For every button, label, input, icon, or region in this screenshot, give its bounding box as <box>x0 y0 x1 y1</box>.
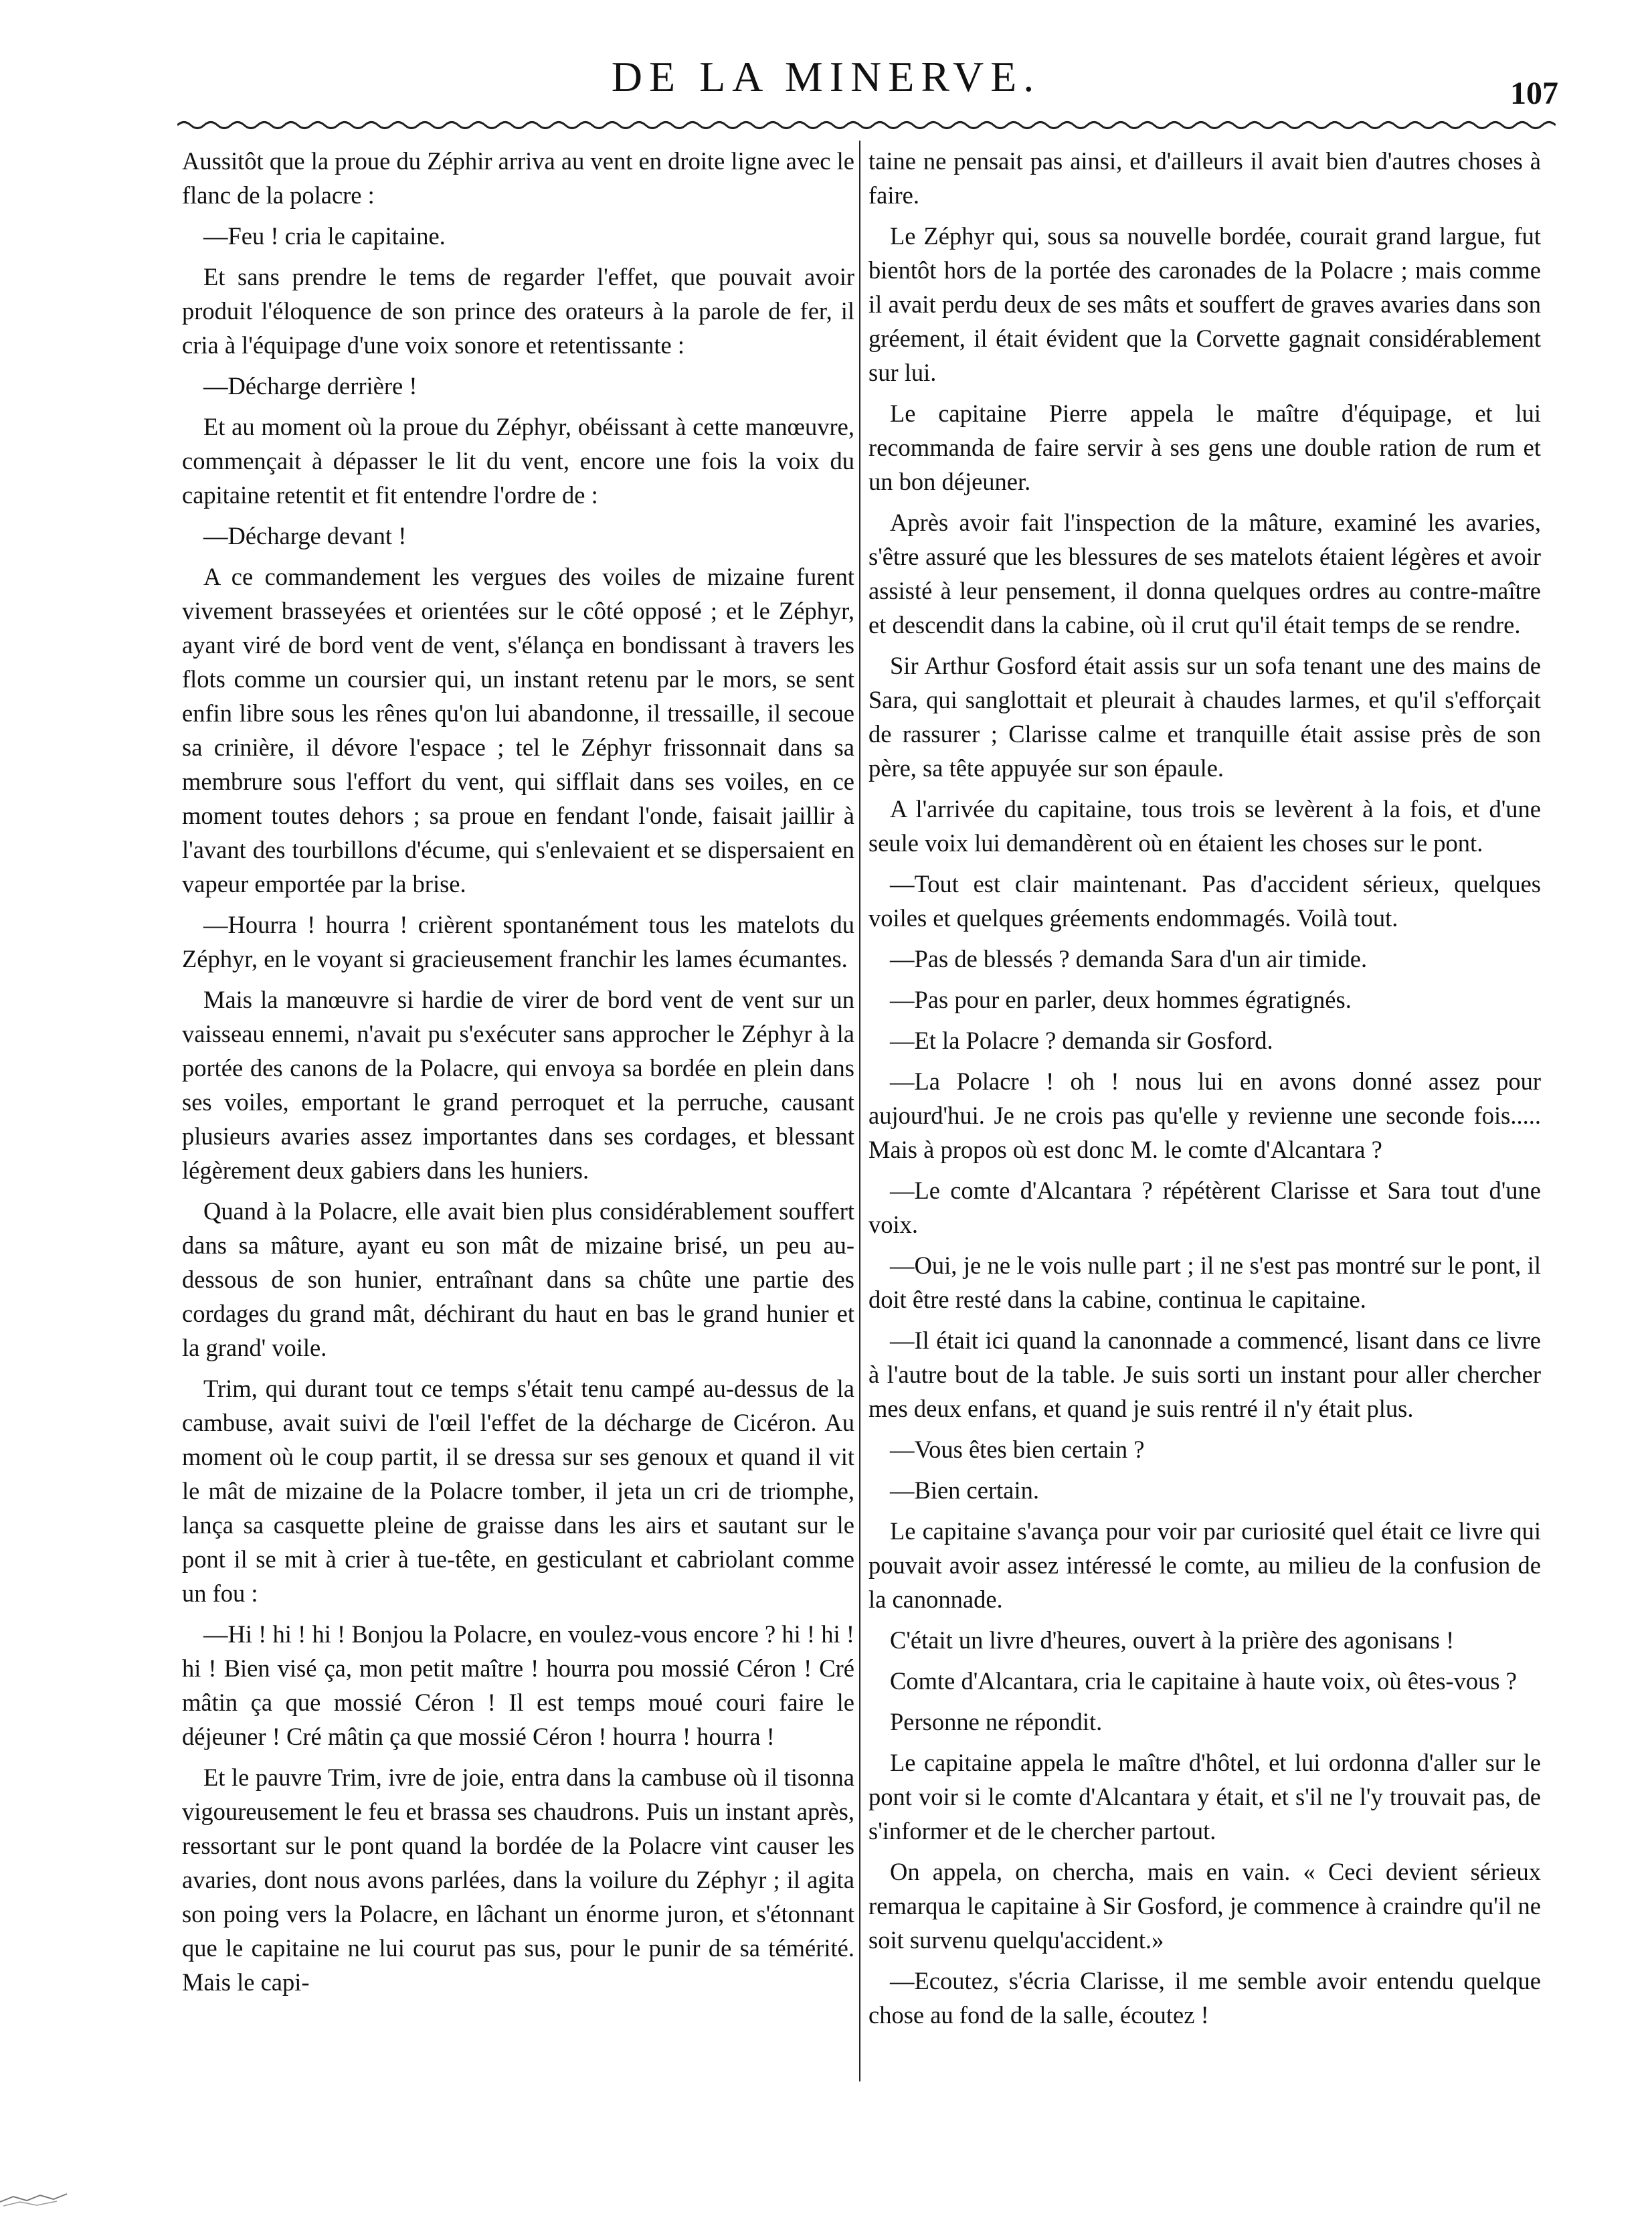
paragraph: taine ne pensait pas ainsi, et d'ailleurs il avait bien d'autres choses à faire. <box>868 147 1541 209</box>
paragraph: Aussitôt que la proue du Zéphir arriva au vent en droite ligne avec le flanc de la polacre : <box>182 147 854 209</box>
paragraph: Personne ne répondit. <box>890 1708 1103 1735</box>
paragraph: Quand à la Polacre, elle avait bien plus considérablement souffert dans sa mâture, ayant eu son mât de mizaine brisé, un peu au-dessous de son hunier, entraînant dans sa chûte une partie des cordages du grand mât, déchirant du haut en bas le grand hunier et la grand' voile. <box>182 1197 854 1361</box>
paragraph: —Pas de blessés ? demanda Sara d'un air timide. <box>890 945 1368 972</box>
paragraph: —Hourra ! hourra ! crièrent spontanément tous les matelots du Zéphyr, en le voyant si gracieusement franchir les lames écumantes. <box>182 911 854 972</box>
left-text-column <box>182 144 854 2006</box>
paragraph: —Bien certain. <box>890 1476 1039 1504</box>
paragraph: Et sans prendre le tems de regarder l'effet, que pouvait avoir produit l'éloquence de son prince des orateurs à la parole de fer, il cria à l'équipage d'une voix sonore et retentissante : <box>182 263 854 359</box>
paragraph: Mais la manœuvre si hardie de virer de bord vent de vent sur un vaisseau ennemi, n'avait pu s'exécuter sans approcher le Zéphyr à la portée des canons de la Polacre, qui envoya sa bordée en plein dans ses voiles, emportant le grand perroquet et la perruche, causant plusieurs avaries assez importantes dans ses cordages, et blessant légèrement deux gabiers dans les huniers. <box>182 986 854 1184</box>
paragraph: Après avoir fait l'inspection de la mâture, examiné les avaries, s'être assuré que les blessures de ses matelots étaient légères et avoir assisté à leur pensement, il donna quelques ordres au contre-maître et descendit dans la cabine, où il crut qu'il était temps de se rendre. <box>868 509 1541 638</box>
running-header-title: DE LA MINERVE. <box>611 53 1041 100</box>
paragraph: Le Zéphyr qui, sous sa nouvelle bordée, courait grand largue, fut bientôt hors de la portée des caronades de la Polacre ; mais comme il avait perdu deux de ses mâts et souffert de graves avaries dans son gréement, il était évident que la Corvette gagnait considérablement sur lui. <box>868 222 1541 386</box>
right-text-column <box>868 144 1541 2039</box>
paragraph: —Tout est clair maintenant. Pas d'accident sérieux, quelques voiles et quelques gréements endommagés. Voilà tout. <box>868 870 1541 932</box>
paragraph: Comte d'Alcantara, cria le capitaine à haute voix, où êtes-vous ? <box>890 1667 1517 1695</box>
paragraph: C'était un livre d'heures, ouvert à la prière des agonisans ! <box>890 1626 1455 1654</box>
paragraph: —Oui, je ne le vois nulle part ; il ne s'est pas montré sur le pont, il doit être resté dans la cabine, continua le capitaine. <box>868 1252 1541 1313</box>
page-number: 107 <box>1510 76 1558 111</box>
paragraph: —Pas pour en parler, deux hommes égratignés. <box>890 986 1352 1013</box>
paragraph: —Le comte d'Alcantara ? répétèrent Clarisse et Sara tout d'une voix. <box>868 1177 1541 1238</box>
paragraph: —Ecoutez, s'écria Clarisse, il me semble avoir entendu quelque chose au fond de la salle, écoutez ! <box>868 1967 1541 2029</box>
paragraph: Le capitaine Pierre appela le maître d'équipage, et lui recommanda de faire servir à ses gens une double ration de rum et un bon déjeuner. <box>868 400 1541 495</box>
paragraph: A ce commandement les vergues des voiles de mizaine furent vivement brasseyées et orientées sur le côté opposé ; et le Zéphyr, ayant viré de bord vent de vent, s'élança en bondissant à travers les flots comme un coursier qui, un instant retenu par le mors, se sent enfin libre sous les rênes qu'on lui abandonne, il tressaille, il secoue sa crinière, il dévore l'espace ; tel le Zéphyr frissonnait dans sa membrure sous l'effort du vent, qui sifflait dans ses voiles, en ce moment toutes dehors ; sa proue en fendant l'onde, faisait jaillir à l'avant des tourbillons d'écume, qui s'enlevaient et se dispersaient en vapeur emportée par la brise. <box>182 563 854 898</box>
paragraph: —Décharge derrière ! <box>203 372 418 400</box>
paragraph: On appela, on chercha, mais en vain. « Ceci devient sérieux remarqua le capitaine à Sir Gosford, je commence à craindre qu'il ne soit survenu quelqu'accident.» <box>868 1858 1541 1954</box>
scan-smudge <box>0 2182 74 2209</box>
paragraph: —Hi ! hi ! hi ! Bonjou la Polacre, en voulez-vous encore ? hi ! hi ! hi ! Bien visé ça, mon petit maître ! hourra pou mossié Céron ! Cré mâtin ça que mossié Céron ! Il est temps moué couri faire le déjeuner ! Cré mâtin ça que mossié Céron ! hourra ! hourra ! <box>182 1620 854 1750</box>
paragraph: —Vous êtes bien certain ? <box>890 1436 1145 1463</box>
paragraph: Sir Arthur Gosford était assis sur un sofa tenant une des mains de Sara, qui sanglottait et pleurait à chaudes larmes, et qu'il s'efforçait de rassurer ; Clarisse calme et tranquille était assise près de son père, sa tête appuyée sur son épaule. <box>868 652 1541 782</box>
header-wavy-rule <box>177 119 1556 131</box>
paragraph: —Il était ici quand la canonnade a commencé, lisant dans ce livre à l'autre bout de la table. Je suis sorti un instant pour aller chercher mes deux enfans, et quand je suis rentré il n'y était plus. <box>868 1327 1541 1422</box>
paragraph: Et le pauvre Trim, ivre de joie, entra dans la cambuse où il tisonna vigoureusement le feu et brassa ses chaudrons. Puis un instant après, ressortant sur le pont quand la bordée de la Polacre vint causer les avaries, dont nous avons parlées, dans la voilure du Zéphyr ; il agita son poing vers la Polacre, en lâchant un énorme juron, et s'étonnant que le capitaine ne lui courut pas sus, pour le punir de sa témérité. Mais le capi- <box>182 1764 854 1996</box>
paragraph: Le capitaine appela le maître d'hôtel, et lui ordonna d'aller sur le pont voir si le comte d'Alcantara y était, et s'il ne l'y trouvait pas, de s'informer et de le chercher partout. <box>868 1749 1541 1845</box>
paragraph: A l'arrivée du capitaine, tous trois se levèrent à la fois, et d'une seule voix lui demandèrent où en étaient les choses sur le pont. <box>868 795 1541 857</box>
paragraph: Trim, qui durant tout ce temps s'était tenu campé au-dessus de la cambuse, avait suivi de l'œil l'effet de la décharge de Cicéron. Au moment où le coup partit, il se dressa sur ses genoux et quand il vit le mât de mizaine de la Polacre tomber, il jeta un cri de triomphe, lança sa casquette pleine de graisse dans les airs et sautant sur le pont il se mit à crier à tue-tête, en gesticulant et cabriolant comme un fou : <box>182 1375 854 1607</box>
paragraph: —Décharge devant ! <box>203 522 407 549</box>
paragraph: —La Polacre ! oh ! nous lui en avons donné assez pour aujourd'hui. Je ne crois pas qu'elle y revienne une seconde fois..... Mais à propos où est donc M. le comte d'Alcantara ? <box>868 1068 1541 1163</box>
paragraph: —Feu ! cria le capitaine. <box>203 222 446 250</box>
paragraph: Et au moment où la proue du Zéphyr, obéissant à cette manœuvre, commençait à dépasser le lit du vent, encore une fois la voix du capitaine retentit et fit entendre l'ordre de : <box>182 413 854 509</box>
paragraph: —Et la Polacre ? demanda sir Gosford. <box>890 1027 1273 1054</box>
column-divider-rule <box>859 141 860 2081</box>
paragraph: Le capitaine s'avança pour voir par curiosité quel était ce livre qui pouvait avoir assez intéressé le comte, au milieu de la confusion de la canonnade. <box>868 1517 1541 1613</box>
